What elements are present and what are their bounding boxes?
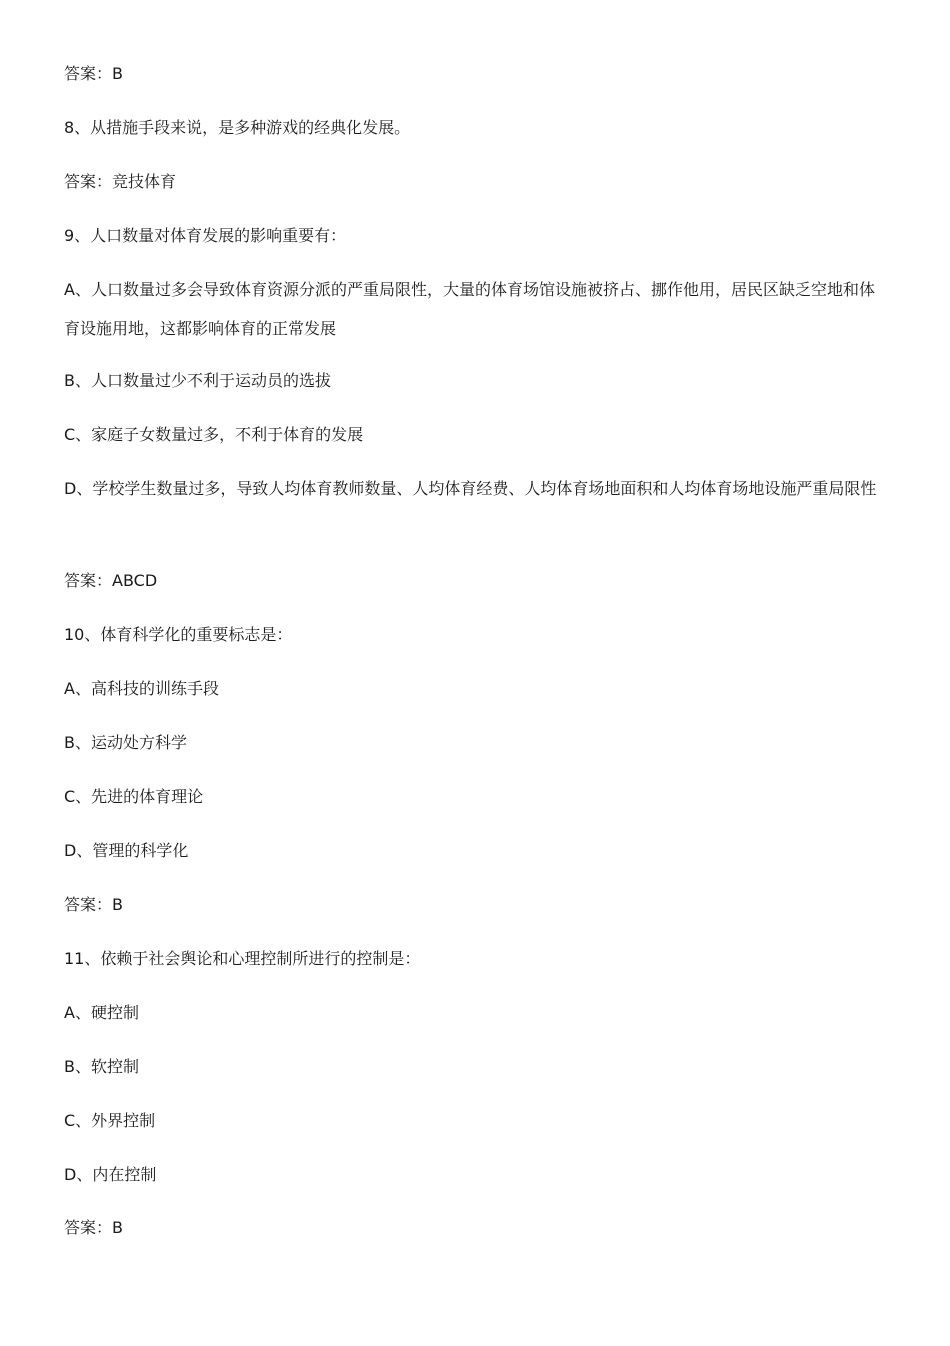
answer-7: 答案：B	[64, 64, 123, 83]
answer-8: 答案：竞技体育	[64, 172, 177, 191]
answer-9: 答案：ABCD	[64, 571, 158, 590]
option-11a: A、硬控制	[64, 1003, 139, 1022]
option-10a: A、高科技的训练手段	[64, 679, 219, 698]
option-9a: A、人口数量过多会导致体育资源分派的严重局限性，大量的体育场馆设施被挤占、挪作他用，居民区缺乏空地和体育设施用地，这都影响体育的正常发展	[64, 280, 875, 338]
question-9: 9、人口数量对体育发展的影响重要有：	[64, 226, 347, 245]
option-10b: B、运动处方科学	[64, 733, 187, 752]
question-10: 10、体育科学化的重要标志是：	[64, 625, 293, 644]
option-11d: D、内在控制	[64, 1165, 157, 1184]
option-11c: C、外界控制	[64, 1111, 156, 1130]
answer-10: 答案：B	[64, 895, 123, 914]
question-8: 8、从措施手段来说，是多种游戏的经典化发展。	[64, 118, 411, 137]
option-9d: D、学校学生数量过多，导致人均体育教师数量、人均体育经费、人均体育场地面积和人均体育场地设施严重局限性	[64, 479, 877, 498]
option-11b: B、软控制	[64, 1057, 139, 1076]
option-10c: C、先进的体育理论	[64, 787, 204, 806]
option-9b: B、人口数量过少不利于运动员的选拔	[64, 371, 331, 390]
option-9c: C、家庭子女数量过多，不利于体育的发展	[64, 425, 364, 444]
answer-11: 答案：B	[64, 1218, 123, 1237]
question-11: 11、依赖于社会舆论和心理控制所进行的控制是：	[64, 949, 421, 968]
option-10d: D、管理的科学化	[64, 841, 189, 860]
